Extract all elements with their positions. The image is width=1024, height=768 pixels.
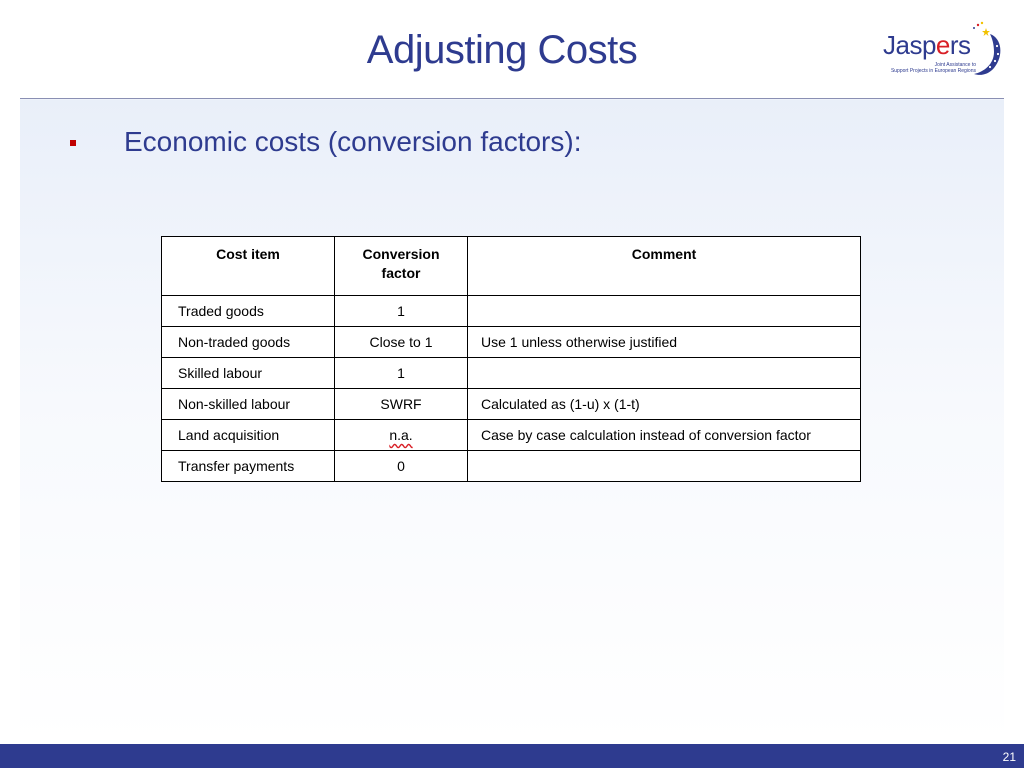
header-comment: Comment <box>468 237 861 296</box>
cell-cost-item: Traded goods <box>162 296 335 327</box>
spellcheck-flagged-text: n.a. <box>389 427 413 443</box>
logo-wordmark-suffix: rs <box>949 30 971 60</box>
cell-comment: Case by case calculation instead of conversion factor <box>468 420 861 451</box>
cell-cost-item: Transfer payments <box>162 451 335 482</box>
cell-conversion-factor: 1 <box>335 296 468 327</box>
table-header-row <box>162 237 861 296</box>
conversion-factors-table <box>161 236 861 482</box>
logo-wordmark <box>883 30 971 61</box>
bullet-text: Economic costs (conversion factors): <box>124 126 582 157</box>
table-row <box>162 420 861 451</box>
logo-wordmark-prefix: Jasp <box>883 30 936 60</box>
table-row <box>162 358 861 389</box>
footer-bar <box>0 744 1024 768</box>
cell-comment <box>468 358 861 389</box>
cell-comment <box>468 296 861 327</box>
table-row <box>162 451 861 482</box>
table-row <box>162 389 861 420</box>
jaspers-logo <box>880 20 1010 86</box>
cell-cost-item: Non-skilled labour <box>162 389 335 420</box>
table-row <box>162 327 861 358</box>
header-cost-item: Cost item <box>162 237 335 296</box>
cell-conversion-factor: SWRF <box>335 389 468 420</box>
logo-tagline <box>884 62 976 74</box>
bullet-item <box>70 126 582 158</box>
eu-stars-swirl-icon <box>972 20 1006 80</box>
cell-conversion-factor <box>335 420 468 451</box>
cell-cost-item: Non-traded goods <box>162 327 335 358</box>
cell-cost-item: Skilled labour <box>162 358 335 389</box>
cell-comment <box>468 451 861 482</box>
title-divider <box>20 98 1004 99</box>
slide-title: Adjusting Costs <box>366 28 638 72</box>
page-number: 21 <box>1002 750 1016 764</box>
cell-comment: Calculated as (1-u) x (1-t) <box>468 389 861 420</box>
cell-cost-item: Land acquisition <box>162 420 335 451</box>
logo-tagline-line1: Joint Assistance to <box>934 62 976 68</box>
logo-tagline-line2: Support Projects in European Regions <box>890 68 976 74</box>
cell-conversion-factor: Close to 1 <box>335 327 468 358</box>
cell-conversion-factor: 1 <box>335 358 468 389</box>
cell-comment: Use 1 unless otherwise justified <box>468 327 861 358</box>
logo-wordmark-accent: e <box>935 30 950 60</box>
cell-conversion-factor: 0 <box>335 451 468 482</box>
table-row <box>162 296 861 327</box>
square-bullet-icon <box>70 140 76 146</box>
header-conversion-factor: Conversion factor <box>335 237 468 296</box>
